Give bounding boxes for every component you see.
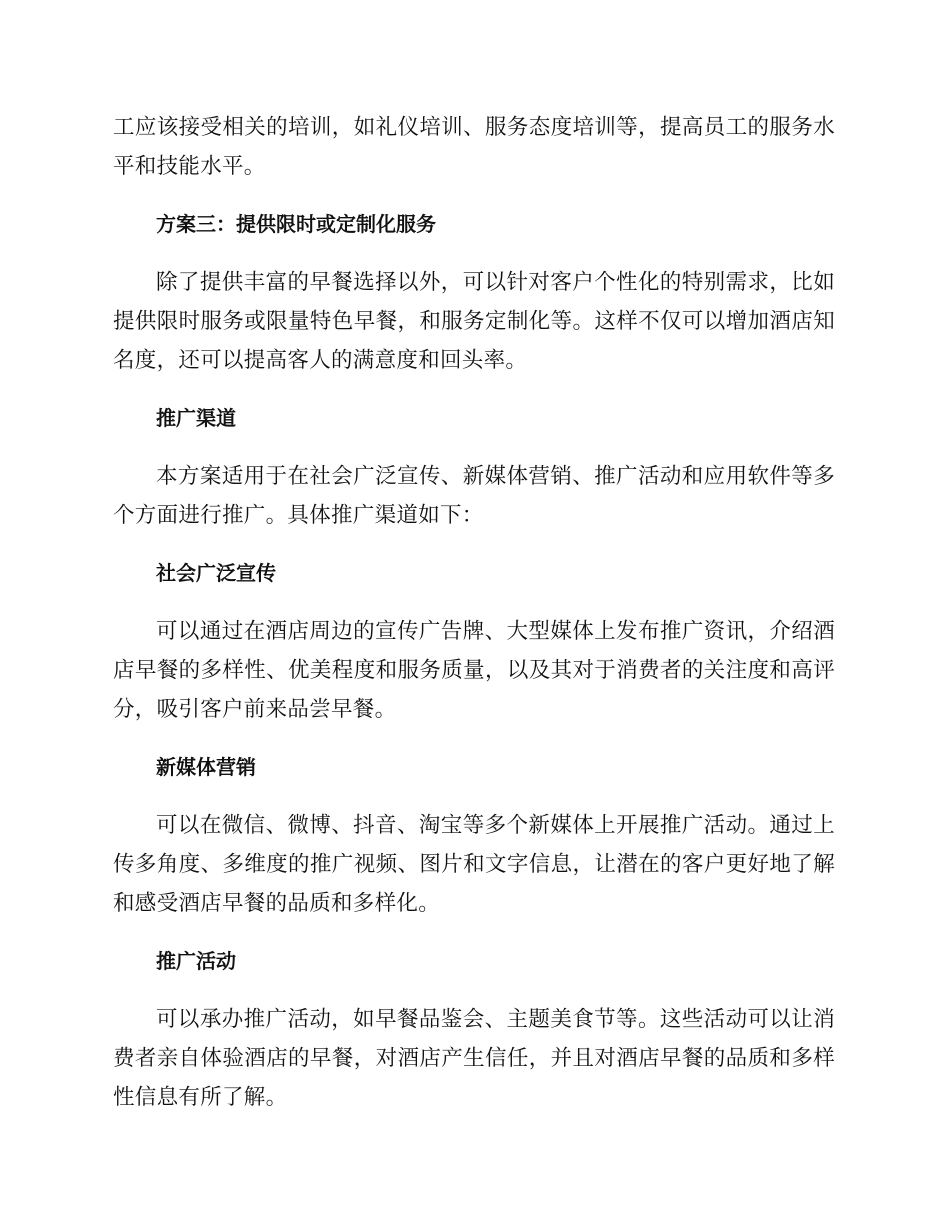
heading-promotion-events: 推广活动 <box>156 949 236 973</box>
paragraph-promotion-channels: 本方案适用于在社会广泛宣传、新媒体营销、推广活动和应用软件等多个方面进行推广。具体推广渠道如下： <box>113 464 835 528</box>
paragraph-plan-three: 除了提供丰富的早餐选择以外，可以针对客户个性化的特别需求，比如提供限时服务或限量特色早餐，和服务定制化等。这样不仅可以增加酒店知名度，还可以提高客人的满意度和回头率。 <box>113 270 835 373</box>
document-page <box>113 108 835 1136</box>
paragraph-promotion-events: 可以承办推广活动，如早餐品鉴会、主题美食节等。这些活动可以让消费者亲自体验酒店的早餐，对酒店产生信任，并且对酒店早餐的品质和多样性信息有所了解。 <box>113 1007 835 1110</box>
heading-new-media: 新媒体营销 <box>156 755 256 779</box>
heading-plan-three: 方案三：提供限时或定制化服务 <box>156 212 436 236</box>
paragraph-social-publicity: 可以通过在酒店周边的宣传广告牌、大型媒体上发布推广资讯，介绍酒店早餐的多样性、优美程度和服务质量，以及其对于消费者的关注度和高评分，吸引客户前来品尝早餐。 <box>113 619 835 722</box>
heading-promotion-channels: 推广渠道 <box>156 406 236 430</box>
paragraph-new-media: 可以在微信、微博、抖音、淘宝等多个新媒体上开展推广活动。通过上传多角度、多维度的推广视频、图片和文字信息，让潜在的客户更好地了解和感受酒店早餐的品质和多样化。 <box>113 813 835 916</box>
paragraph-staff-training: 工应该接受相关的培训，如礼仪培训、服务态度培训等，提高员工的服务水平和技能水平。 <box>113 115 835 179</box>
heading-social-publicity: 社会广泛宣传 <box>156 561 276 585</box>
